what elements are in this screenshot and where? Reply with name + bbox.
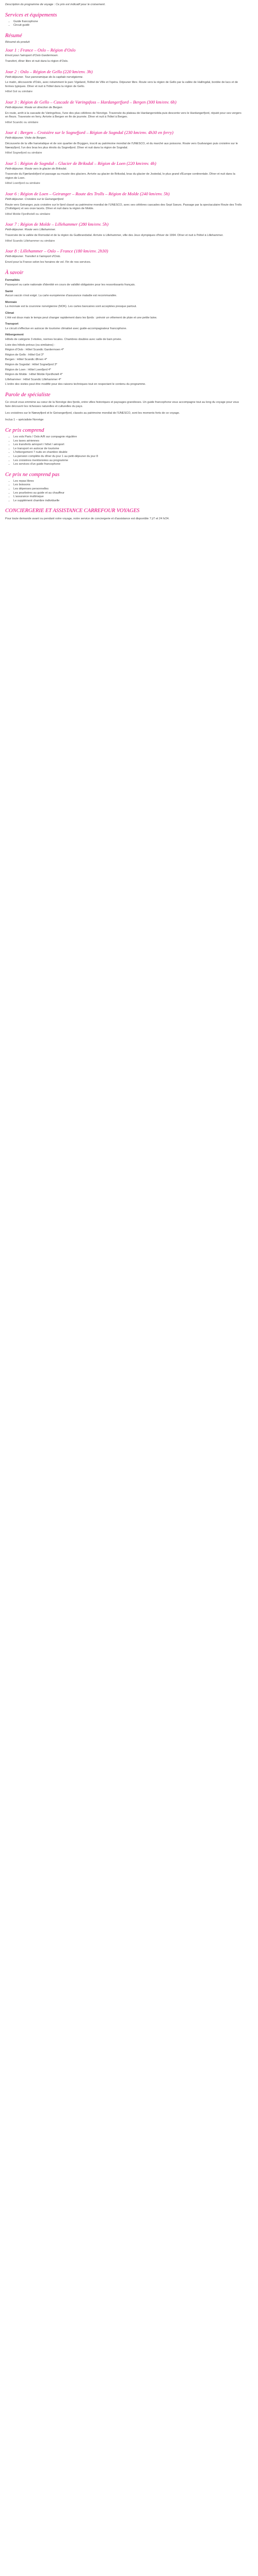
day-title: Jour 7 : Région de Molde – Lillehammer (280 km/env. 5h) bbox=[5, 222, 109, 227]
partner-heading: Parole de spécialiste bbox=[5, 392, 51, 398]
day-block bbox=[5, 69, 243, 94]
info-text: L'été est doux mais le temps peut changer rapidement dans les fjords : prévoir un vêtement de pluie et une petite laine. bbox=[5, 316, 157, 319]
hotel-item: Région de Gello : Hôtel Gol 3* bbox=[5, 353, 44, 357]
services-list bbox=[5, 20, 243, 28]
inclus-item: • La pension complète du dîner du jour 1 au petit-déjeuner du jour 8 bbox=[13, 455, 243, 459]
day-subtitle: Petit-déjeuner. Transfert à l'aéroport d'Oslo. bbox=[5, 255, 61, 259]
info-title: Climat bbox=[5, 311, 14, 315]
inclus-item: • Les taxes aériennes bbox=[13, 439, 243, 444]
hotel-item: Région de Loen : Hôtel Loenfjord 4* bbox=[5, 368, 51, 371]
savoir-heading: À savoir bbox=[5, 270, 24, 276]
day-hotel: Hôtel Loenfjord ou similaire bbox=[5, 182, 40, 185]
day-block bbox=[5, 222, 243, 243]
exclus-list bbox=[5, 480, 243, 503]
day-title: Jour 4 : Bergen – Croisière sur le Sognefjord – Région de Sogndal (230 km/env. 4h30 en ferry) bbox=[5, 130, 174, 135]
day-text: En route, arrêt à la cascade de Vøringsfoss, l'une des plus célèbres de Norvège. Traversée du plateau de Hardangervidda puis descente vers le Hardangerfjord, réputé pour ses vergers en fleurs. Traversée en ferry. Arrivée à Bergen en fin de journée. Dîner et nuit à l'hôtel à Bergen. bbox=[5, 111, 241, 119]
exclus-item: • Le supplément chambre individuelle bbox=[13, 499, 243, 503]
info-text: Le circuit s'effectue en autocar de tourisme climatisé avec guide-accompagnateur francophone. bbox=[5, 327, 127, 330]
inclus-heading: Ce prix comprend bbox=[5, 428, 44, 434]
day-subtitle: Petit-déjeuner. Tour panoramique de la capitale norvégienne. bbox=[5, 75, 84, 79]
day-text: Envol pour la France selon les horaires de vol. Fin de nos services. bbox=[5, 260, 91, 264]
day-title: Jour 2 : Oslo – Région de Gello (220 km/env. 3h) bbox=[5, 69, 93, 74]
day-subtitle: Envol pour l'aéroport d'Oslo Gardermoen. bbox=[5, 54, 59, 58]
hotels-note: L'ordre des visites peut être modifié pour des raisons techniques tout en respectant le contenu du programme. bbox=[5, 383, 146, 386]
day-text: Transfert, dîner libre et nuit dans la région d'Oslo. bbox=[5, 59, 69, 63]
services-heading: Services et équipements bbox=[5, 12, 57, 18]
hotels-intro: Liste des hôtels prévus (ou similaires) : bbox=[5, 343, 55, 347]
day-block bbox=[5, 191, 243, 216]
exclus-item: • Les dépenses personnelles bbox=[13, 487, 243, 492]
day-block bbox=[5, 47, 243, 63]
day-title: Jour 6 : Région de Loen – Geiranger – Route des Trolls – Région de Molde (240 km/env. 5h) bbox=[5, 191, 170, 197]
day-subtitle: Petit-déjeuner. Route vers le glacier de Briksdal. bbox=[5, 167, 67, 171]
day-text: Traversée de la vallée de Romsdal et de la région du Gudbrandsdal. Arrivée à Lillehammer, ville des Jeux olympiques d'hiver de 1994. Dîner et nuit à l'hôtel à Lillehammer. bbox=[5, 234, 223, 238]
day-subtitle: Petit-déjeuner. Route vers Lillehammer. bbox=[5, 228, 56, 232]
hotel-item: Lillehammer : Hôtel Scandic Lillehammer 4* bbox=[5, 378, 61, 381]
day-text: Traversée du Fjærlandsfjord et passage au musée des glaciers. Arrivée au glacier de Briksdal, bras du glacier de Jostedal, le plus grand d'Europe continentale. Dîner et nuit dans la région de Loen. bbox=[5, 173, 235, 180]
exclus-item: • Les boissons bbox=[13, 483, 243, 487]
concierge-text: Pour toute demande avant ou pendant votre voyage, notre service de conciergerie et d'assistance est disponible 7 j/7 et 24 h/24. bbox=[5, 517, 170, 521]
info-title: Formalités bbox=[5, 279, 20, 282]
intro-text: Description du programme de voyage : Ce prix est indicatif pour le croisement. bbox=[5, 3, 106, 6]
info-text: Hôtels de catégorie 3 étoiles, normes locales. Chambres doubles avec salle de bain privée. bbox=[5, 337, 122, 341]
inclus-item: • Les vols Paris / Oslo A/R sur compagnie régulière bbox=[13, 435, 243, 439]
inclus-item: • Les transferts aéroport / hôtel / aéroport bbox=[13, 443, 243, 447]
inclus-list bbox=[5, 435, 243, 467]
info-text: Passeport ou carte nationale d'identité en cours de validité obligatoire pour les ressortissants français. bbox=[5, 283, 136, 286]
hotel-item: Région de Sogndal : Hôtel Sognefjord 3* bbox=[5, 363, 57, 366]
partner-text: Ce circuit vous emmène au cœur de la Norvège des fjords, entre villes historiques et paysages grandioses. Un guide francophone vous accompagne tout au long du voyage pour vous faire découvrir les richesses naturelles et culturelles du pays. bbox=[5, 401, 239, 409]
info-title: Transport bbox=[5, 323, 19, 326]
partner-signature: Inclus 1 – spécialiste Norvège bbox=[5, 418, 44, 422]
day-block bbox=[5, 161, 243, 186]
day-title: Jour 5 : Région de Sogndal – Glacier de Briksdal – Région de Loen (220 km/env. 4h) bbox=[5, 160, 156, 166]
day-text: Le matin, découverte d'Oslo, avec notamment le parc Vigeland, l'Hôtel de Ville et l'opéra. Déjeuner libre. Route vers la région de Gello par la vallée de Hallingdal, bordée de lacs et de fermes typiques. Dîner et nuit à l'hôtel dans la région de Gello. bbox=[5, 81, 238, 88]
day-hotel: Hôtel Sognefjord ou similaire bbox=[5, 151, 42, 155]
info-title: Hébergement bbox=[5, 333, 24, 337]
info-section bbox=[5, 279, 243, 342]
concierge-heading: CONCIERGERIE ET ASSISTANCE CARREFOUR VOYAGES bbox=[5, 508, 140, 514]
day-text: Route vers Geiranger, puis croisière sur le fjord classé au patrimoine mondial de l'UNESCO, avec ses célèbres cascades des Sept Sœurs. Passage par la spectaculaire Route des Trolls (Trollstigen) et ses onze lacets. Dîner et nuit dans la région de Molde. bbox=[5, 203, 242, 211]
info-text: Aucun vaccin n'est exigé. La carte européenne d'assurance maladie est recommandée. bbox=[5, 294, 117, 298]
info-title: Santé bbox=[5, 290, 13, 293]
inclus-item: • L'hébergement 7 nuits en chambre double bbox=[13, 451, 243, 455]
hotel-item: Région d'Oslo : Hôtel Scandic Gardermoen 4* bbox=[5, 348, 64, 352]
day-block bbox=[5, 99, 243, 125]
inclus-item: • Les services d'un guide francophone bbox=[13, 463, 243, 467]
partner-text: Les croisières sur le Nærøyfjord et le Geirangerfjord, classés au patrimoine mondial de l'UNESCO, sont les moments forts de ce voyage. bbox=[5, 412, 180, 415]
hotels-list bbox=[5, 344, 243, 387]
hotel-item: Région de Molde : Hôtel Molde Fjordhotell 4* bbox=[5, 373, 63, 377]
day-hotel: Hôtel Molde Fjordhotell ou similaire bbox=[5, 212, 51, 216]
inclus-item: • Les croisières mentionnées au programme bbox=[13, 459, 243, 463]
day-hotel: Hôtel Scandic Lillehammer ou similaire bbox=[5, 239, 55, 243]
exclus-heading: Ce prix ne comprend pas bbox=[5, 471, 60, 478]
day-block bbox=[5, 248, 243, 264]
hotel-item: Bergen : Hôtel Scandic Ørnen 4* bbox=[5, 358, 47, 362]
day-title: Jour 8 : Lillehammer – Oslo – France (180 km/env. 2h30) bbox=[5, 248, 108, 254]
day-title: Jour 3 : Région de Gello – Cascade de Vøringsfoss – Hardangerfjord – Bergen (300 km/env. 6h) bbox=[5, 99, 176, 105]
info-text: La monnaie est la couronne norvégienne (NOK). Les cartes bancaires sont acceptées presque partout. bbox=[5, 305, 137, 309]
service-item: • Circuit guidé bbox=[13, 24, 243, 28]
resume-lead: Résumé du produit bbox=[5, 40, 30, 44]
page bbox=[0, 0, 248, 542]
info-title: Monnaie bbox=[5, 300, 17, 304]
exclus-item: • Les repas libres bbox=[13, 480, 243, 484]
inclus-item: • Le transport en autocar de tourisme bbox=[13, 447, 243, 451]
day-title: Jour 1 : France – Oslo – Région d'Oslo bbox=[5, 47, 76, 53]
day-hotel: Hôtel Scandic ou similaire bbox=[5, 121, 39, 124]
day-hotel: Hôtel Gol ou similaire bbox=[5, 90, 33, 94]
resume-heading: Résumé bbox=[5, 32, 22, 39]
day-subtitle: Petit-déjeuner. Route en direction de Bergen. bbox=[5, 106, 63, 109]
service-item: • Guide francophone bbox=[13, 20, 243, 24]
day-text: Découverte de la ville hanséatique et de son quartier de Bryggen, inscrit au patrimoine mondial de l'UNESCO, et du marché aux poissons. Route vers Gudvangen puis croisière sur le Nærøyfjord, l'un des bras les plus étroits du Sognefjord. Dîner et nuit dans la région de Sogndal. bbox=[5, 142, 238, 149]
day-subtitle: Petit-déjeuner. Visite de Bergen. bbox=[5, 137, 47, 140]
exclus-item: • L'assurance multirisque bbox=[13, 495, 243, 499]
day-subtitle: Petit-déjeuner. Croisière sur le Geirangerfjord. bbox=[5, 198, 64, 201]
day-block bbox=[5, 130, 243, 155]
exclus-item: • Les pourboires au guide et au chauffeur bbox=[13, 492, 243, 496]
